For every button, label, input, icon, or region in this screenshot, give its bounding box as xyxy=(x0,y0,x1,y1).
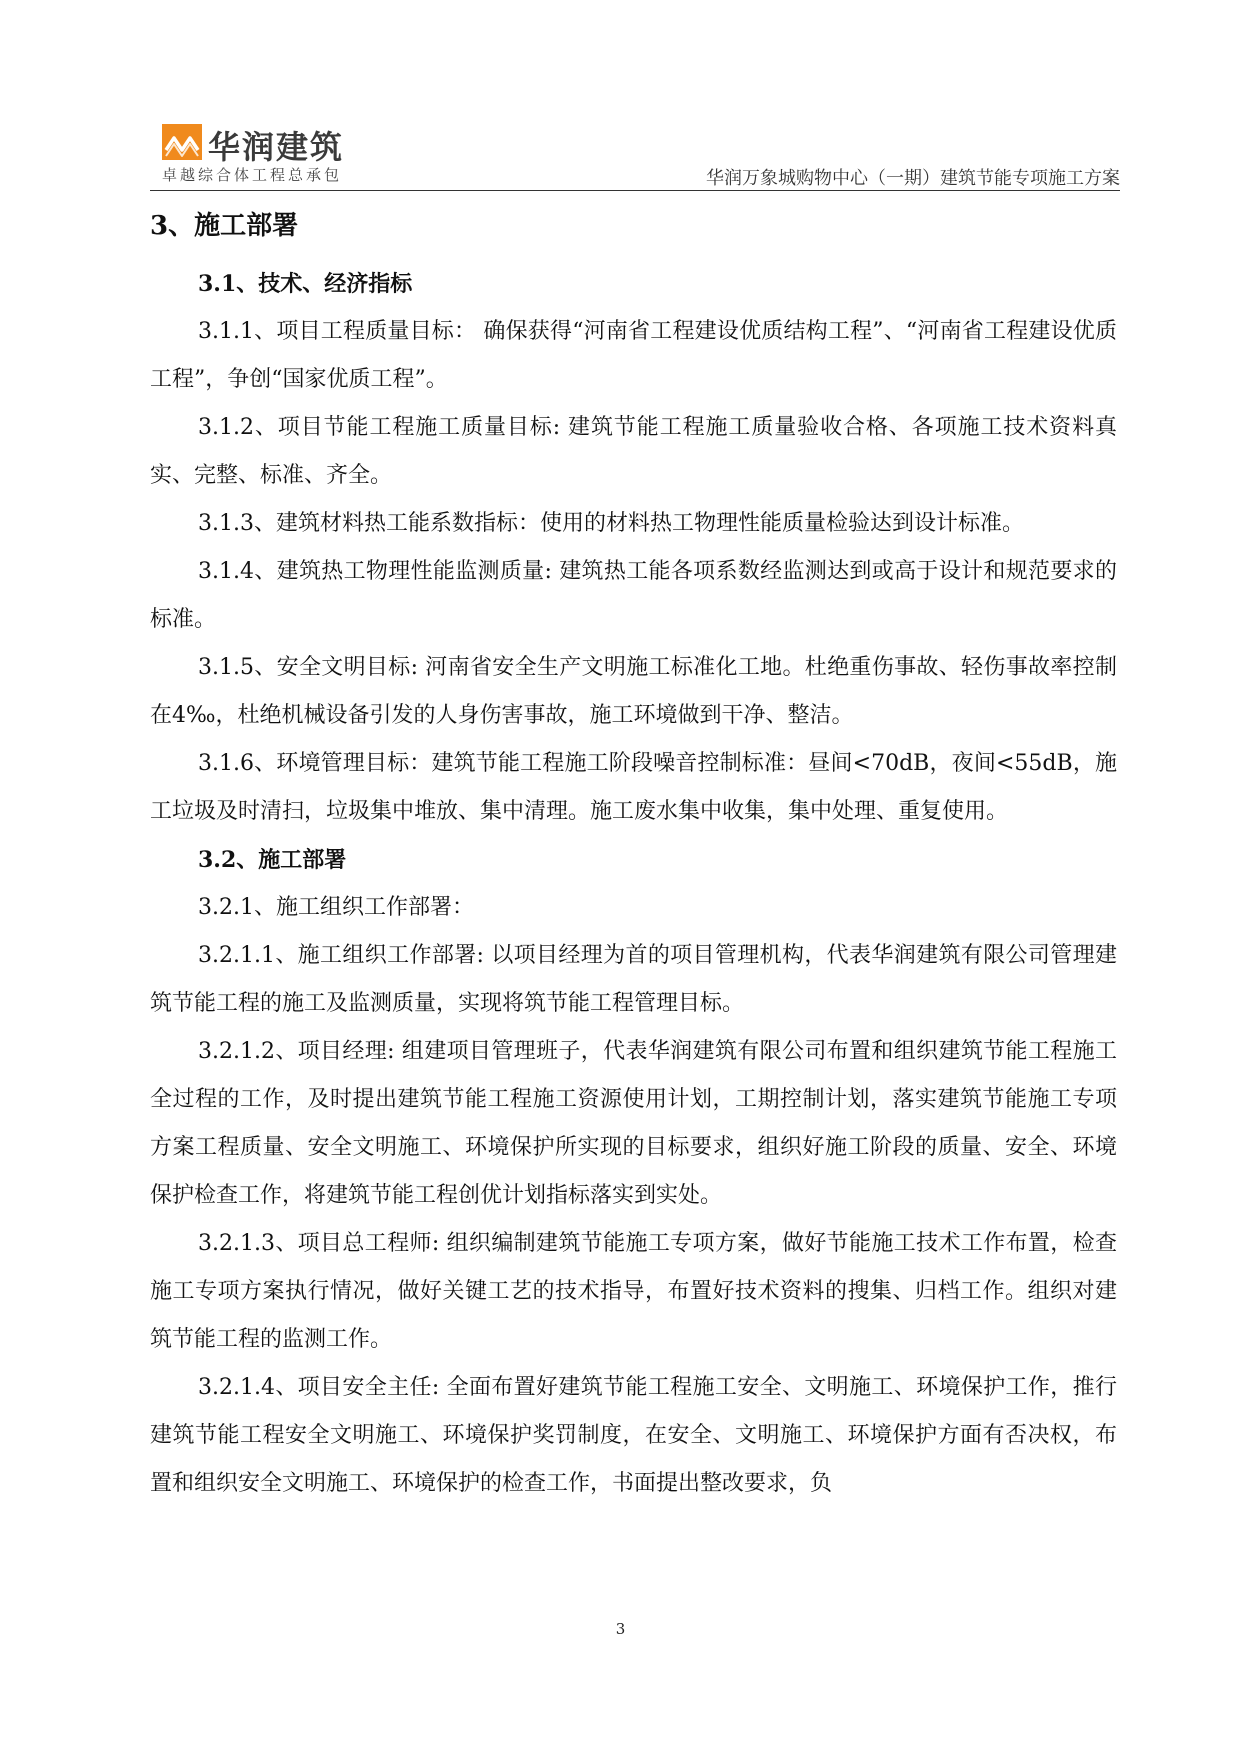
paragraph-3-1-5: 3.1.5、安全文明目标: 河南省安全生产文明施工标准化工地。杜绝重伤事故、轻伤事故率控制在4‰，杜绝机械设备引发的人身伤害事故，施工环境做到干净、整洁。 xyxy=(150,655,1117,728)
page-number: 3 xyxy=(615,1620,626,1638)
paragraph-3-1-2: 3.1.2、项目节能工程施工质量目标: 建筑节能工程施工质量验收合格、各项施工技术资料真实、完整、标准、齐全。 xyxy=(150,415,1117,488)
paragraph-3-2-1-3: 3.2.1.3、项目总工程师: 组织编制建筑节能施工专项方案，做好节能施工技术工作布置，检查施工专项方案执行情况，做好关键工艺的技术指导，布置好技术资料的搜集、归档工作。组织对建筑节能工程的监测工作。 xyxy=(150,1231,1117,1352)
paragraph-3-2-1-2: 3.2.1.2、项目经理: 组建项目管理班子，代表华润建筑有限公司布置和组织建筑节能工程施工全过程的工作，及时提出建筑节能工程施工资源使用计划，工期控制计划，落实建筑节能施工专项方案工程质量、安全文明施工、环境保护所实现的目标要求，组织好施工阶段的质量、安全、环境保护检查工作，将建筑节能工程创优计划指标落实到实处。 xyxy=(150,1039,1117,1208)
paragraph-3-2-1: 3.2.1、施工组织工作部署： xyxy=(198,895,474,920)
document-title: 华润万象城购物中心（一期）建筑节能专项施工方案 xyxy=(706,168,1120,189)
paragraph-3-1-3: 3.1.3、建筑材料热工能系数指标：使用的材料热工物理性能质量检验达到设计标准。 xyxy=(198,511,1024,536)
company-logo-icon xyxy=(162,124,202,160)
subsection-heading-3-2: 3.2、施工部署 xyxy=(198,847,347,873)
document-body xyxy=(150,196,1117,1508)
paragraph-3-2-1-4: 3.2.1.4、项目安全主任: 全面布置好建筑节能工程施工安全、文明施工、环境保护工作，推行建筑节能工程安全文明施工、环境保护奖罚制度，在安全、文明施工、环境保护方面有否决权，布置和组织安全文明施工、环境保护的检查工作，书面提出整改要求，负 xyxy=(150,1375,1117,1496)
section-heading: 3、施工部署 xyxy=(150,211,299,241)
paragraph-3-1-4: 3.1.4、建筑热工物理性能监测质量: 建筑热工能各项系数经监测达到或高于设计和规范要求的标准。 xyxy=(150,559,1117,632)
paragraph-3-2-1-1: 3.2.1.1、施工组织工作部署: 以项目经理为首的项目管理机构，代表华润建筑有限公司管理建筑节能工程的施工及监测质量，实现将筑节能工程管理目标。 xyxy=(150,943,1117,1016)
subsection-heading-3-1: 3.1、技术、经济指标 xyxy=(198,271,413,297)
paragraph-3-1-6: 3.1.6、环境管理目标：建筑节能工程施工阶段噪音控制标准：昼间<70dB，夜间<55dB，施工垃圾及时清扫，垃圾集中堆放、集中清理。施工废水集中收集，集中处理、重复使用。 xyxy=(150,751,1117,824)
paragraph-3-1-1: 3.1.1、项目工程质量目标： 确保获得“河南省工程建设优质结构工程”、“河南省工程建设优质工程”，争创“国家优质工程”。 xyxy=(150,319,1117,392)
page-header xyxy=(150,118,1120,191)
company-slogan: 卓越综合体工程总承包 xyxy=(162,166,343,184)
company-logo-name: 华润建筑 xyxy=(208,128,345,166)
